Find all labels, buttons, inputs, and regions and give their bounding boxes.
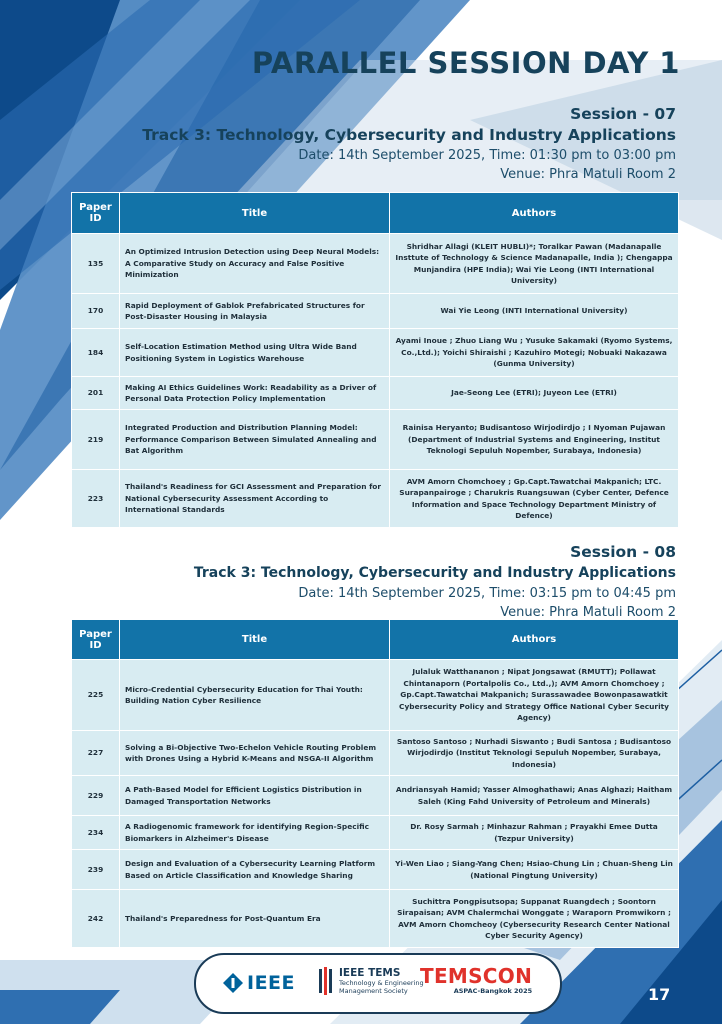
footer-logo-bar — [194, 953, 562, 1014]
paper-title: Design and Evaluation of a Cybersecurity Learning Platform Based on Article Classification and Knowledge Sharing — [120, 850, 390, 890]
table-row — [72, 890, 679, 948]
paper-id: 135 — [72, 234, 120, 294]
paper-authors: Suchittra Pongpisutsopa; Suppanat Ruangdech ; Soontorn Sirapaisan; AVM Chalermchai Wonggate ; Waraporn Promwikorn ; AVM Amorn Chomcheoy (Cybersecurity Research Center National Cyber Security Agency) — [390, 890, 679, 948]
paper-authors: Dr. Rosy Sarmah ; Minhazur Rahman ; Prayakhi Emee Dutta (Tezpur University) — [390, 816, 679, 850]
ieee-diamond-icon — [222, 972, 244, 994]
header-authors: Authors — [390, 620, 679, 660]
table-row — [72, 410, 679, 470]
session-07-table — [71, 192, 679, 528]
paper-id: 227 — [72, 731, 120, 776]
tems-emblem-icon — [318, 965, 336, 997]
paper-title: Micro-Credential Cybersecurity Education for Thai Youth: Building Nation Cyber Resilience — [120, 660, 390, 731]
paper-title: An Optimized Intrusion Detection using Deep Neural Models: A Comparative Study on Accuracy and False Positive Minimization — [120, 234, 390, 294]
tems-logo-name: IEEE TEMS — [339, 966, 401, 979]
session-08-date-time: Date: 14th September 2025, Time: 03:15 pm to 04:45 pm — [298, 586, 676, 601]
table-row — [72, 850, 679, 890]
header-title: Title — [120, 620, 390, 660]
paper-id: 239 — [72, 850, 120, 890]
paper-authors: Wai Yie Leong (INTI International University) — [390, 294, 679, 329]
page-number: 17 — [648, 985, 671, 1004]
header-paper-id: Paper ID — [72, 620, 120, 660]
paper-id: 229 — [72, 776, 120, 816]
paper-title: A Radiogenomic framework for identifying Region-Specific Biomarkers in Alzheimer's Disease — [120, 816, 390, 850]
paper-authors: Rainisa Heryanto; Budisantoso Wirjodirdjo ; I Nyoman Pujawan (Department of Industrial Systems and Engineering, Institut Teknologi Sepuluh Nopember, Surabaya, Indonesia) — [390, 410, 679, 470]
ieee-logo-text: IEEE — [247, 972, 296, 994]
table-row — [72, 377, 679, 410]
session-07-date-time: Date: 14th September 2025, Time: 01:30 pm to 03:00 pm — [298, 148, 676, 163]
paper-authors: Yi-Wen Liao ; Siang-Yang Chen; Hsiao-Chung Lin ; Chuan-Sheng Lin (National Pingtung University) — [390, 850, 679, 890]
tems-logo — [318, 965, 424, 997]
session-08-venue: Venue: Phra Matuli Room 2 — [500, 605, 676, 620]
header-paper-id: Paper ID — [72, 193, 120, 234]
session-07-header — [36, 104, 676, 184]
table-row — [72, 470, 679, 528]
table-header-row — [72, 193, 679, 234]
table-row — [72, 731, 679, 776]
paper-authors: Jae-Seong Lee (ETRI); Juyeon Lee (ETRI) — [390, 377, 679, 410]
table-row — [72, 234, 679, 294]
temscon-logo — [420, 965, 532, 995]
tems-logo-sub1: Technology & Engineering — [339, 978, 424, 987]
table-row — [72, 294, 679, 329]
paper-authors: Julaluk Watthananon ; Nipat Jongsawat (RMUTT); Pollawat Chintanaporn (Portalpolis Co., Ltd.,); AVM Amorn Chomchoey ; Gp.Capt.Tawatchai Makpanich; Surassawadee Bowonpasawatkit Cybersecurity Policy and Strategy Office National Cyber Security Agency) — [390, 660, 679, 731]
paper-id: 184 — [72, 329, 120, 377]
paper-id: 201 — [72, 377, 120, 410]
paper-authors: Ayami Inoue ; Zhuo Liang Wu ; Yusuke Sakamaki (Ryomo Systems, Co.,Ltd.); Yoichi Shiraishi ; Kazuhiro Motegi; Nobuaki Nakazawa (Gunma University) — [390, 329, 679, 377]
table-row — [72, 329, 679, 377]
table-row — [72, 816, 679, 850]
paper-id: 219 — [72, 410, 120, 470]
page-title: PARALLEL SESSION DAY 1 — [251, 46, 680, 80]
session-08-table — [71, 619, 679, 948]
paper-title: Thailand's Preparedness for Post-Quantum Era — [120, 890, 390, 948]
session-07-track: Track 3: Technology, Cybersecurity and Industry Applications — [142, 126, 676, 144]
paper-id: 223 — [72, 470, 120, 528]
paper-authors: Shridhar Allagi (KLEIT HUBLI)*; Toralkar Pawan (Madanapalle Insttute of Technology & Science Madanapalle, India ); Chengappa Munjandira (HPE India); Wai Yie Leong (INTI International University) — [390, 234, 679, 294]
paper-title: Thailand's Readiness for GCI Assessment and Preparation for National Cybersecurity Assessment According to International Standards — [120, 470, 390, 528]
header-title: Title — [120, 193, 390, 234]
table-header-row — [72, 620, 679, 660]
session-08-name: Session - 08 — [570, 543, 676, 561]
session-08-header — [36, 542, 676, 622]
paper-id: 170 — [72, 294, 120, 329]
table-row — [72, 776, 679, 816]
temscon-logo-text: TEMSCON — [420, 964, 533, 988]
session-08-track: Track 3: Technology, Cybersecurity and Industry Applications — [193, 565, 676, 581]
paper-title: Self-Location Estimation Method using Ultra Wide Band Positioning System in Logistics Warehouse — [120, 329, 390, 377]
session-07-venue: Venue: Phra Matuli Room 2 — [500, 167, 676, 182]
temscon-logo-sub: ASPAC-Bangkok 2025 — [453, 987, 533, 995]
paper-authors: AVM Amorn Chomchoey ; Gp.Capt.Tawatchai Makpanich; LTC. Surapanpairoge ; Charukris Ruangsuwan (Cyber Center, Defence Information and Space Technology Department Ministry of Defence) — [390, 470, 679, 528]
session-07-name: Session - 07 — [570, 105, 676, 123]
paper-title: Rapid Deployment of Gablok Prefabricated Structures for Post-Disaster Housing in Malaysia — [120, 294, 390, 329]
table-row — [72, 660, 679, 731]
paper-id: 225 — [72, 660, 120, 731]
tems-logo-sub2: Management Society — [339, 986, 408, 995]
paper-id: 234 — [72, 816, 120, 850]
paper-authors: Andriansyah Hamid; Yasser Almoghathawi; Anas Alghazi; Haitham Saleh (King Fahd University of Petroleum and Minerals) — [390, 776, 679, 816]
header-authors: Authors — [390, 193, 679, 234]
paper-id: 242 — [72, 890, 120, 948]
paper-authors: Santoso Santoso ; Nurhadi Siswanto ; Budi Santosa ; Budisantoso Wirjodirdjo (Institut Teknologi Sepuluh Nopember, Surabaya, Indonesia) — [390, 731, 679, 776]
paper-title: Solving a Bi-Objective Two-Echelon Vehicle Routing Problem with Drones Using a Hybrid K-Means and NSGA-II Algorithm — [120, 731, 390, 776]
paper-title: Making AI Ethics Guidelines Work: Readability as a Driver of Personal Data Protection Policy Implementation — [120, 377, 390, 410]
ieee-logo — [222, 969, 295, 997]
paper-title: Integrated Production and Distribution Planning Model: Performance Comparison Between Simulated Annealing and Bat Algorithm — [120, 410, 390, 470]
paper-title: A Path-Based Model for Efficient Logistics Distribution in Damaged Transportation Networks — [120, 776, 390, 816]
